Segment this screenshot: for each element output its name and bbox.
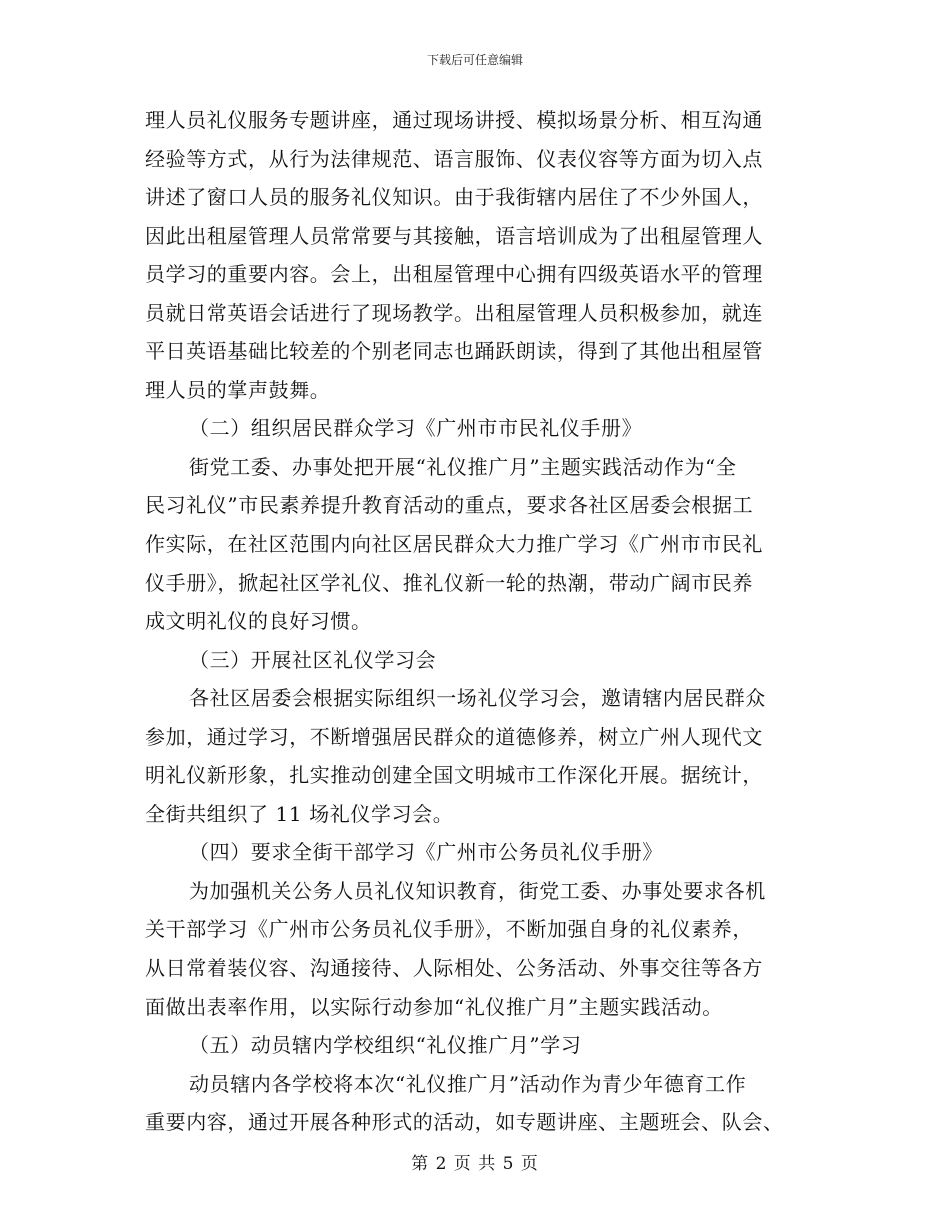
document-body — [145, 101, 815, 1142]
text-line: 员学习的重要内容。会上，出租屋管理中心拥有四级英语水平的管理 — [145, 262, 763, 287]
page-number-footer: 第 2 页 共 5 页 — [411, 1154, 539, 1174]
text-line: 明礼仪新形象，扎实推动创建全国文明城市工作深化开展。据统计， — [145, 763, 763, 788]
paragraph-first-line: 动员辖内各学校将本次“礼仪推广月”活动作为青少年德育工作 — [189, 1071, 747, 1096]
text-line: 成文明礼仪的良好习惯。 — [145, 609, 372, 634]
page-header: 下载后可任意编辑 — [426, 53, 523, 67]
section-heading: （二）组织居民群众学习《广州市市民礼仪手册》 — [189, 416, 643, 441]
text-line: 仪手册》，掀起社区学礼仪、推礼仪新一轮的热潮，带动广阔市民养 — [145, 570, 753, 595]
text-line: 作实际，在社区范围内向社区居民群众大力推广学习《广州市市民礼 — [145, 532, 763, 557]
text-line: 重要内容，通过开展各种形式的活动，如专题讲座、主题班会、队会、 — [145, 1110, 784, 1135]
text-line: 面做出表率作用，以实际行动参加“礼仪推广月”主题实践活动。 — [145, 994, 723, 1019]
text-line: 关干部学习《广州市公务员礼仪手册》，不断加强自身的礼仪素养， — [145, 917, 753, 942]
text-line: 参加，通过学习，不断增强居民群众的道德修养，树立广州人现代文 — [145, 724, 763, 749]
section-heading: （四）要求全街干部学习《广州市公务员礼仪手册》 — [189, 840, 663, 865]
text-line: 民习礼仪”市民素养提升教育活动的重点，要求各社区居委会根据工 — [145, 493, 754, 518]
text-line: 经验等方式，从行为法律规范、语言服饰、仪表仪容等方面为切入点 — [145, 146, 763, 171]
paragraph-first-line: 各社区居委会根据实际组织一场礼仪学习会，邀请辖内居民群众 — [189, 686, 766, 711]
text-line: 员就日常英语会话进行了现场教学。出租屋管理人员积极参加，就连 — [145, 300, 763, 325]
text-line: 平日英语基础比较差的个别老同志也踊跃朗读，得到了其他出租屋管 — [145, 339, 763, 364]
text-line: 理人员礼仪服务专题讲座，通过现场讲授、模拟场景分析、相互沟通 — [145, 108, 763, 132]
text-line: 讲述了窗口人员的服务礼仪知识。由于我街辖内居住了不少外国人， — [145, 185, 763, 210]
text-line: 从日常着装仪容、沟通接待、人际相处、公务活动、外事交往等各方 — [145, 956, 763, 981]
text-line: 因此出租屋管理人员常常要与其接触，语言培训成为了出租屋管理人 — [145, 223, 763, 248]
text-line: 理人员的掌声鼓舞。 — [145, 377, 331, 402]
paragraph-first-line: 为加强机关公务人员礼仪知识教育，街党工委、办事处要求各机 — [189, 878, 766, 903]
text-line: 全街共组织了 11 场礼仪学习会。 — [145, 801, 454, 826]
paragraph-first-line: 街党工委、办事处把开展“礼仪推广月”主题实践活动作为“全 — [189, 454, 737, 479]
section-heading: （三）开展社区礼仪学习会 — [189, 647, 437, 672]
section-heading: （五）动员辖内学校组织“礼仪推广月”学习 — [189, 1033, 582, 1058]
